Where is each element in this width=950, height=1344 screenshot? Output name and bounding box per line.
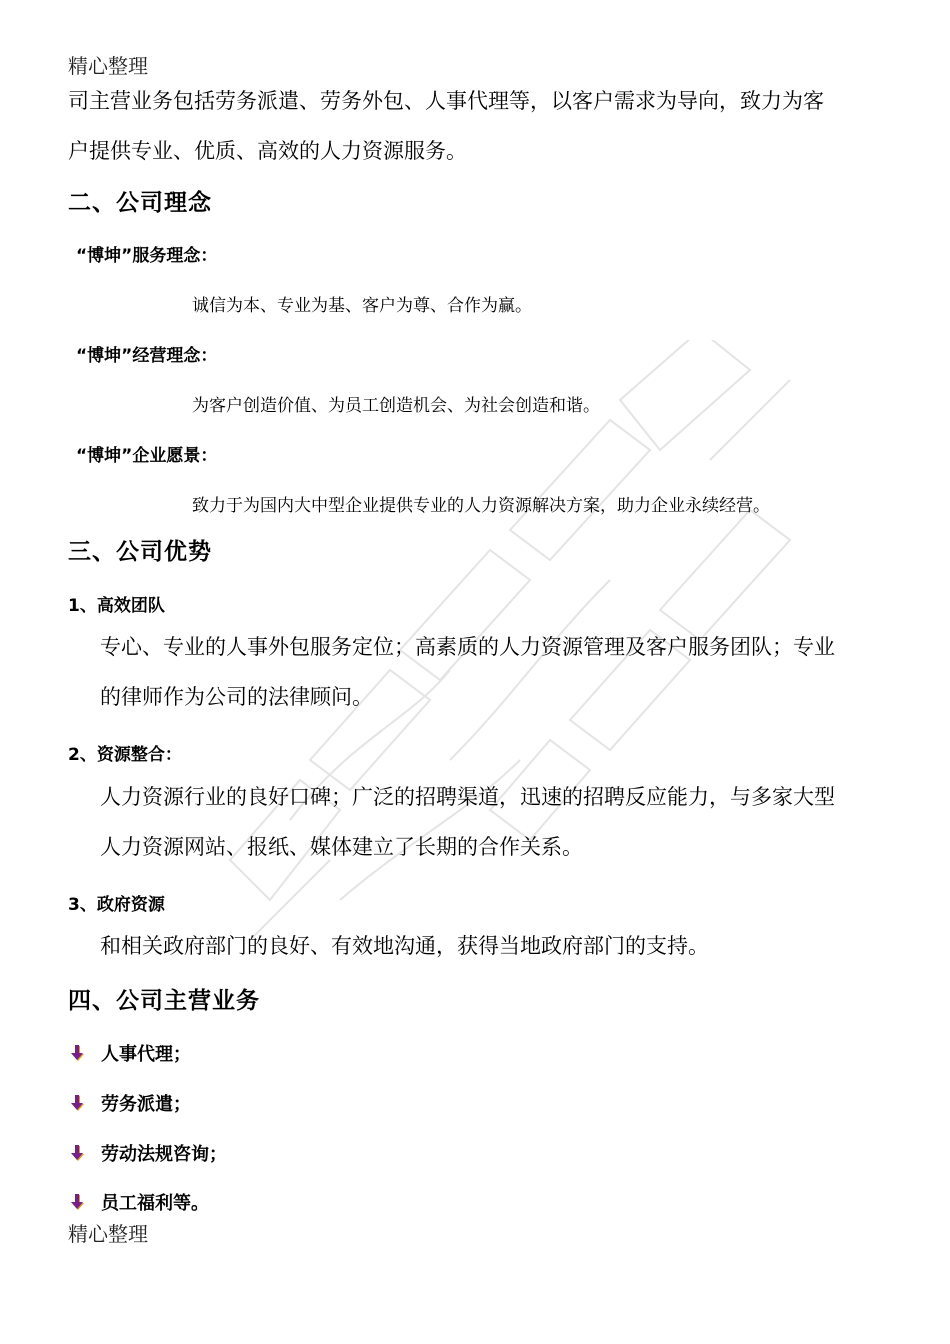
bullet-arrow-icon — [68, 1144, 86, 1162]
advantage-heading-government: 3、政府资源 — [68, 895, 165, 915]
business-bullet-item — [68, 1190, 209, 1214]
bullet-arrow-icon — [68, 1044, 86, 1062]
section-title-philosophy: 二、公司理念 — [68, 190, 212, 216]
section-title-advantages: 三、公司优势 — [68, 539, 212, 565]
advantage-team-line-2: 的律师作为公司的法律顾问。 — [100, 685, 373, 709]
business-item-label: 人事代理； — [101, 1044, 191, 1065]
advantage-government-line-1: 和相关政府部门的良好、有效地沟通，获得当地政府部门的支持。 — [100, 934, 709, 958]
business-bullet-item — [68, 1141, 227, 1165]
intro-line-2: 户提供专业、优质、高效的人力资源服务。 — [68, 139, 467, 163]
concept-label-operation: “博坤”经营理念： — [76, 346, 218, 366]
business-item-label: 劳动法规咨询； — [101, 1144, 227, 1165]
concept-label-service: “博坤”服务理念： — [76, 246, 218, 266]
bullet-arrow-icon — [68, 1193, 86, 1211]
business-item-label: 员工福利等。 — [101, 1193, 209, 1214]
business-item-label: 劳务派遣； — [101, 1094, 191, 1115]
business-bullet-item — [68, 1041, 191, 1065]
advantage-heading-resources: 2、资源整合： — [68, 745, 182, 765]
footer-note: 精心整理 — [68, 1222, 148, 1246]
concept-label-vision: “博坤”企业愿景： — [76, 446, 218, 466]
concept-text-operation: 为客户创造价值、为员工创造机会、为社会创造和谐。 — [192, 396, 600, 416]
advantage-team-line-1: 专心、专业的人事外包服务定位；高素质的人力资源管理及客户服务团队；专业 — [100, 635, 835, 659]
advantage-resources-line-2: 人力资源网站、报纸、媒体建立了长期的合作关系。 — [100, 835, 583, 859]
section-title-main-business: 四、公司主营业务 — [68, 988, 260, 1014]
concept-text-service: 诚信为本、专业为基、客户为尊、合作为赢。 — [192, 296, 532, 316]
concept-text-vision: 致力于为国内大中型企业提供专业的人力资源解决方案，助力企业永续经营。 — [192, 496, 770, 516]
intro-line-1: 司主营业务包括劳务派遣、劳务外包、人事代理等，以客户需求为导向，致力为客 — [68, 89, 824, 113]
bullet-arrow-icon — [68, 1094, 86, 1112]
advantage-resources-line-1: 人力资源行业的良好口碑；广泛的招聘渠道，迅速的招聘反应能力，与多家大型 — [100, 785, 835, 809]
advantage-heading-team: 1、高效团队 — [68, 596, 165, 616]
business-bullet-item — [68, 1091, 191, 1115]
header-note: 精心整理 — [68, 54, 148, 78]
